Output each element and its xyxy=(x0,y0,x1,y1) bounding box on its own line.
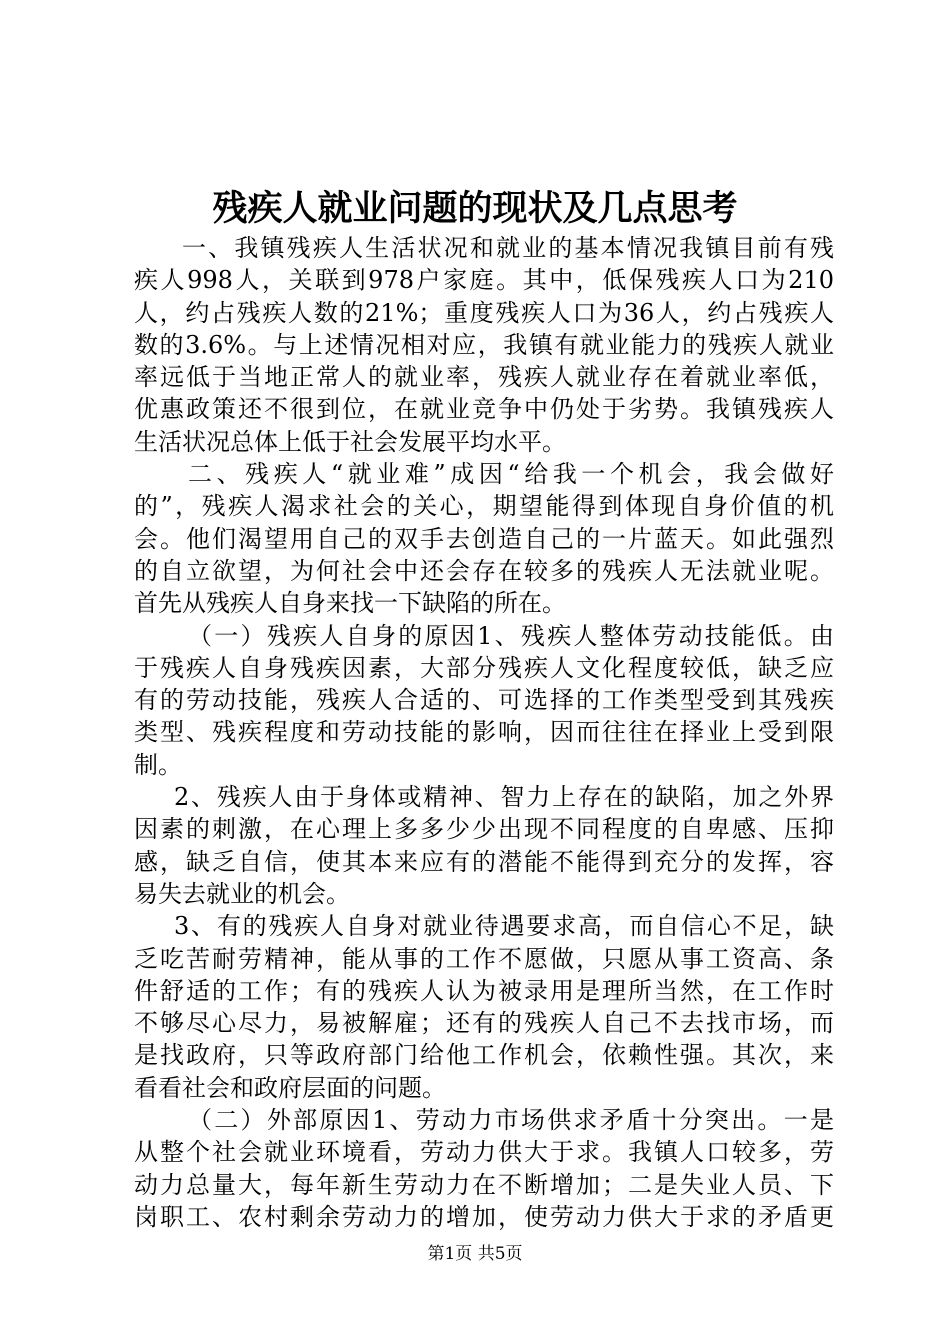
text-line: 是找政府，只等政府部门给他工作机会，依赖性强。其次，来 xyxy=(134,1041,834,1070)
paragraph-4 xyxy=(134,781,834,910)
text-line: 有的劳动技能，残疾人合适的、可选择的工作类型受到其残疾 xyxy=(134,686,834,715)
text-line: 看看社会和政府层面的问题。 xyxy=(134,1073,446,1102)
text-line: 岗职工、农村剩余劳动力的增加，使劳动力供大于求的矛盾更 xyxy=(134,1202,834,1231)
text-line: 件舒适的工作；有的残疾人认为被录用是理所当然，在工作时 xyxy=(134,976,834,1005)
document-body xyxy=(134,232,834,1233)
text-line: 疾人998人，关联到978户家庭。其中，低保残疾人口为210 xyxy=(134,266,834,295)
paragraph-5 xyxy=(134,910,834,1104)
text-line: 数的3.6%。与上述情况相对应，我镇有就业能力的残疾人就业 xyxy=(134,330,834,359)
text-line: 率远低于当地正常人的就业率，残疾人就业存在着就业率低， xyxy=(134,363,834,392)
text-line: 于残疾人自身残疾因素，大部分残疾人文化程度较低，缺乏应 xyxy=(134,653,834,682)
text-line: 从整个社会就业环境看，劳动力供大于求。我镇人口较多，劳 xyxy=(134,1138,834,1167)
text-line: （一）残疾人自身的原因1、残疾人整体劳动技能低。由 xyxy=(188,621,834,650)
text-line: 二、残疾人“就业难”成因“给我一个机会，我会做好 xyxy=(188,460,834,489)
text-line: 2、残疾人由于身体或精神、智力上存在的缺陷，加之外界 xyxy=(174,783,834,812)
text-line: 人，约占残疾人数的21%；重度残疾人口为36人，约占残疾人 xyxy=(134,298,834,327)
paragraph-1 xyxy=(134,232,834,458)
text-line: 的自立欲望，为何社会中还会存在较多的残疾人无法就业呢。 xyxy=(134,556,834,585)
text-line: （二）外部原因1、劳动力市场供求矛盾十分突出。一是 xyxy=(188,1106,834,1135)
paragraph-2 xyxy=(134,458,834,619)
text-line: 一、我镇残疾人生活状况和就业的基本情况我镇目前有残 xyxy=(182,234,834,262)
text-line: 生活状况总体上低于社会发展平均水平。 xyxy=(134,427,566,456)
page-number: 第1页 共5页 xyxy=(427,1244,523,1264)
text-line: 乏吃苦耐劳精神，能从事的工作不愿做，只愿从事工资高、条 xyxy=(134,944,834,973)
paragraph-3 xyxy=(134,620,834,781)
text-line: 优惠政策还不很到位，在就业竞争中仍处于劣势。我镇残疾人 xyxy=(134,395,834,424)
text-line: 因素的刺激，在心理上多多少少出现不同程度的自卑感、压抑 xyxy=(134,815,834,844)
text-line: 的”，残疾人渴求社会的关心，期望能得到体现自身价值的机 xyxy=(134,492,834,521)
text-line: 动力总量大，每年新生劳动力在不断增加；二是失业人员、下 xyxy=(134,1170,834,1199)
text-line: 会。他们渴望用自己的双手去创造自己的一片蓝天。如此强烈 xyxy=(134,524,834,553)
text-line: 易失去就业的机会。 xyxy=(134,879,350,908)
text-line: 感，缺乏自信，使其本来应有的潜能不能得到充分的发挥，容 xyxy=(134,847,834,876)
text-line: 3、有的残疾人自身对就业待遇要求高，而自信心不足，缺 xyxy=(174,912,834,941)
paragraph-6 xyxy=(134,1104,834,1233)
text-line: 制。 xyxy=(134,750,182,779)
page-title: 残疾人就业问题的现状及几点思考 xyxy=(212,188,738,229)
text-line: 类型、残疾程度和劳动技能的影响，因而往往在择业上受到限 xyxy=(134,718,834,747)
text-line: 不够尽心尽力，易被解雇；还有的残疾人自己不去找市场，而 xyxy=(134,1009,834,1038)
text-line: 首先从残疾人自身来找一下缺陷的所在。 xyxy=(134,589,566,618)
